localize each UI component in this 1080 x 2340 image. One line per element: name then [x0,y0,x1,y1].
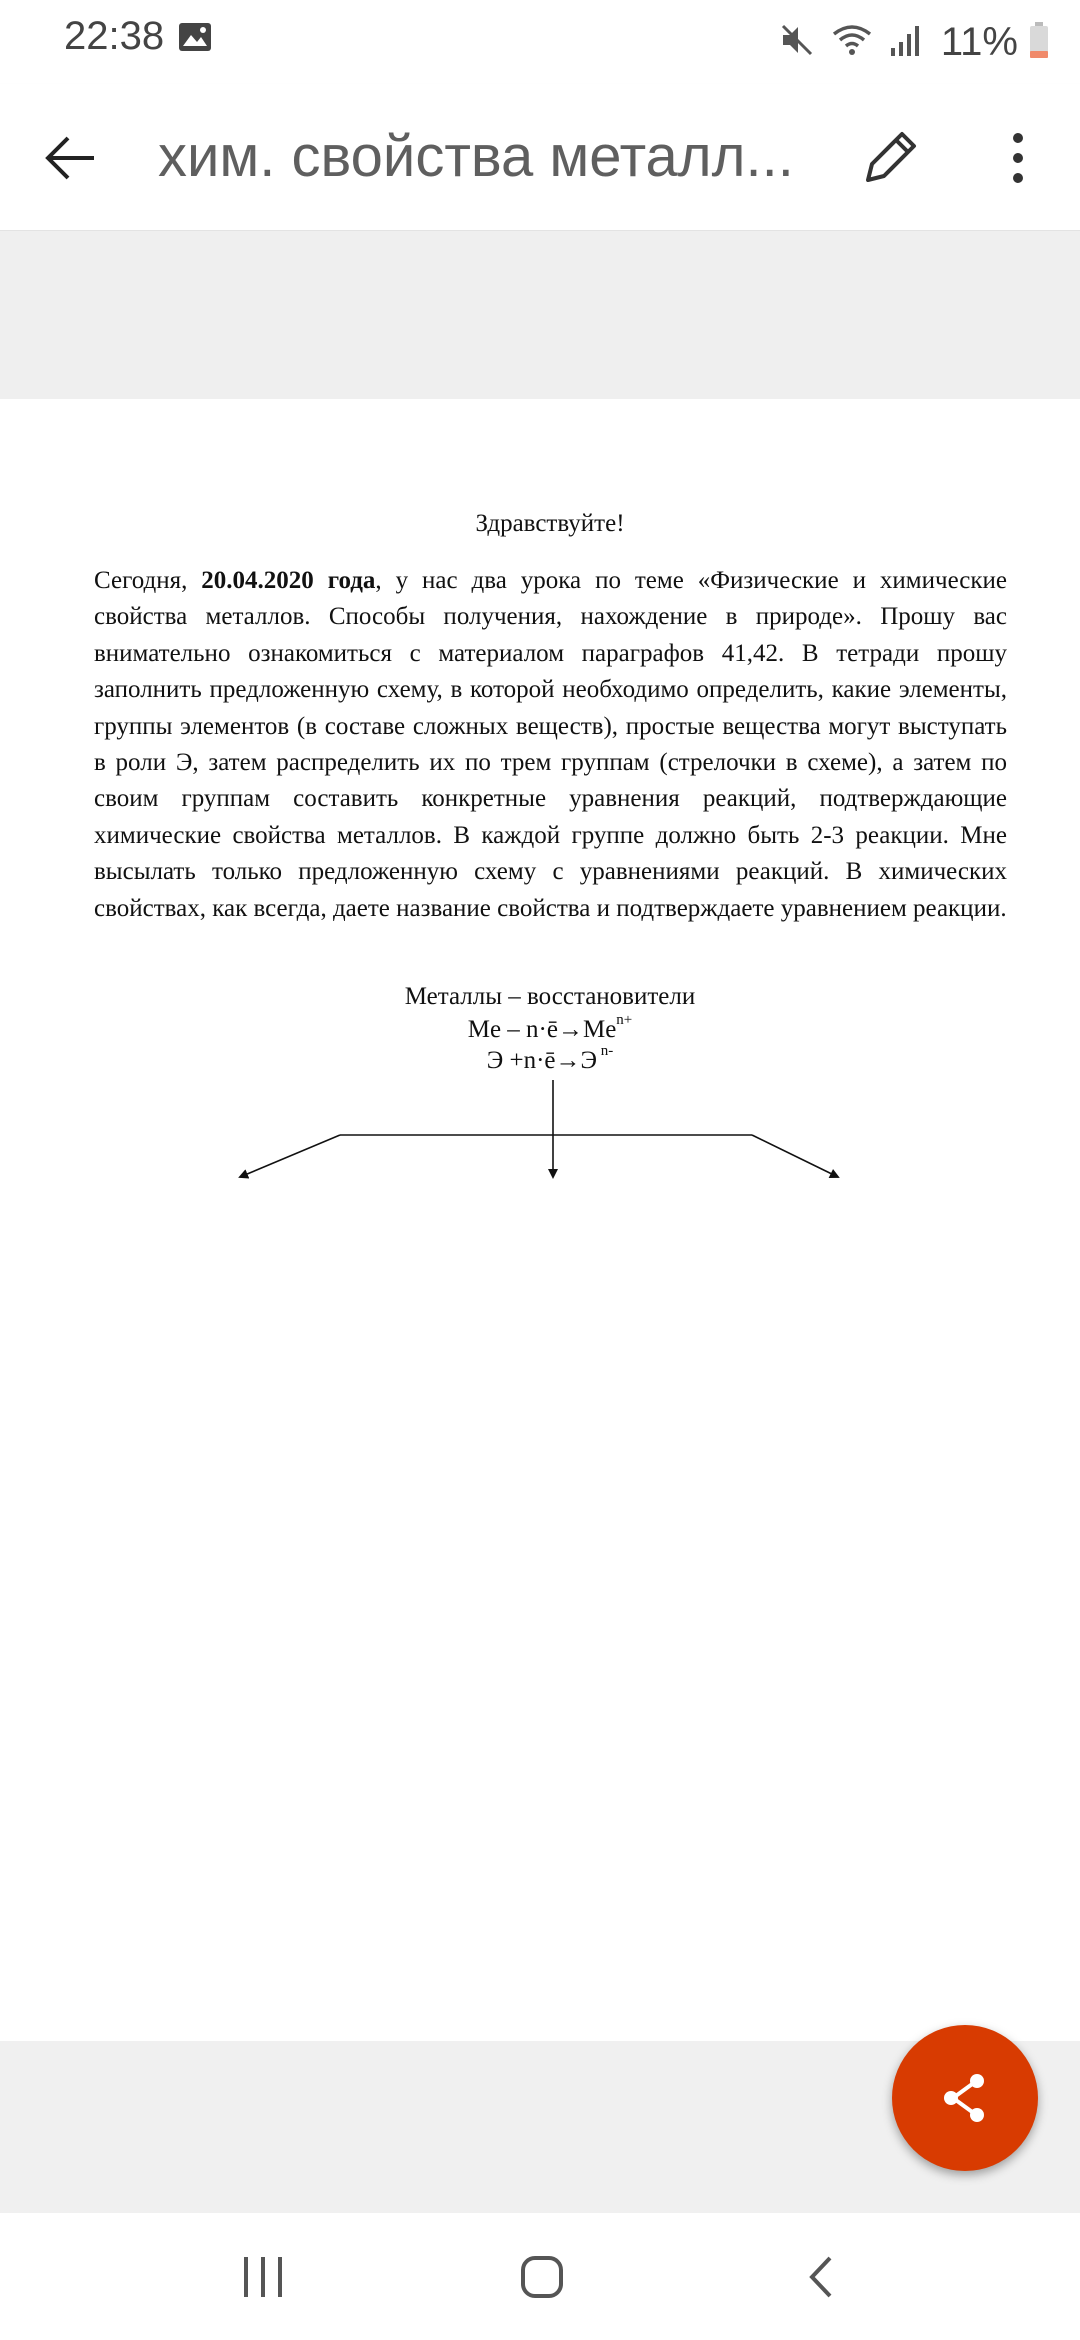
scheme-diagram [0,1070,1080,1190]
wifi-icon [831,22,873,63]
gallery-icon [178,22,212,57]
more-vert-icon[interactable] [1000,128,1036,188]
document-greeting: Здравствуйте! [475,510,625,537]
back-arrow-icon[interactable] [40,126,104,190]
system-nav-bar [0,2213,1080,2340]
home-icon[interactable] [520,2255,564,2304]
equation-1-main: Me – n·ē→Me [467,1016,617,1043]
share-icon [935,2068,995,2128]
status-time: 22:38 [64,14,165,58]
document-title: хим. свойства металл... [158,124,794,189]
paragraph-rest: , у нас два урока по теме «Физические и химические свойства металлов. Способы получения, нахождение в природе». Прошу вас внимательно ознакомиться с материалом параграфов 41,42. В тетради прошу заполнить предложенную схему, в которой необходимо определить, какие элементы, группы элементов (в составе сложных веществ), простые вещества могут выступать в роли Э, затем распределить их по трем группам (стрелочки в схеме), а затем по своим группам составить конкретные уравнения реакций, подтверждающие химические свойства металлов. В каждой группе должно быть 2-3 реакции. Мне высылать только предложенную схему с уравнениями реакций. В химических свойствах, как всегда, даете название свойства и подтверждаете уравнением реакции. [94,567,1008,922]
back-icon[interactable] [806,2255,836,2304]
app-bar [0,84,1080,231]
pencil-icon[interactable] [858,124,924,190]
equation-2-superscript: n- [597,1043,614,1059]
status-icons [763,14,1050,70]
paragraph-lead: Сегодня, [94,567,202,594]
scheme-arrow-right [752,1135,838,1177]
paragraph-date: 20.04.2020 года [201,567,376,594]
signal-icon [889,22,923,63]
recents-icon[interactable] [242,2255,284,2304]
equation-1-superscript: n+ [616,1012,633,1028]
battery-percent: 11% [940,19,1018,64]
viewer-margin-top [0,231,1080,399]
status-bar [0,0,1080,84]
scheme-title: Металлы – восстановители [404,983,696,1010]
share-button[interactable] [892,2025,1038,2171]
scheme-arrow-left [240,1135,340,1177]
scheme-equation-oxidation [0,1012,1080,1044]
mute-icon [779,22,815,63]
equation-2-main: Э +n·ē→Э [486,1047,598,1074]
document-paragraph [94,563,1007,927]
battery-icon [1028,21,1050,64]
